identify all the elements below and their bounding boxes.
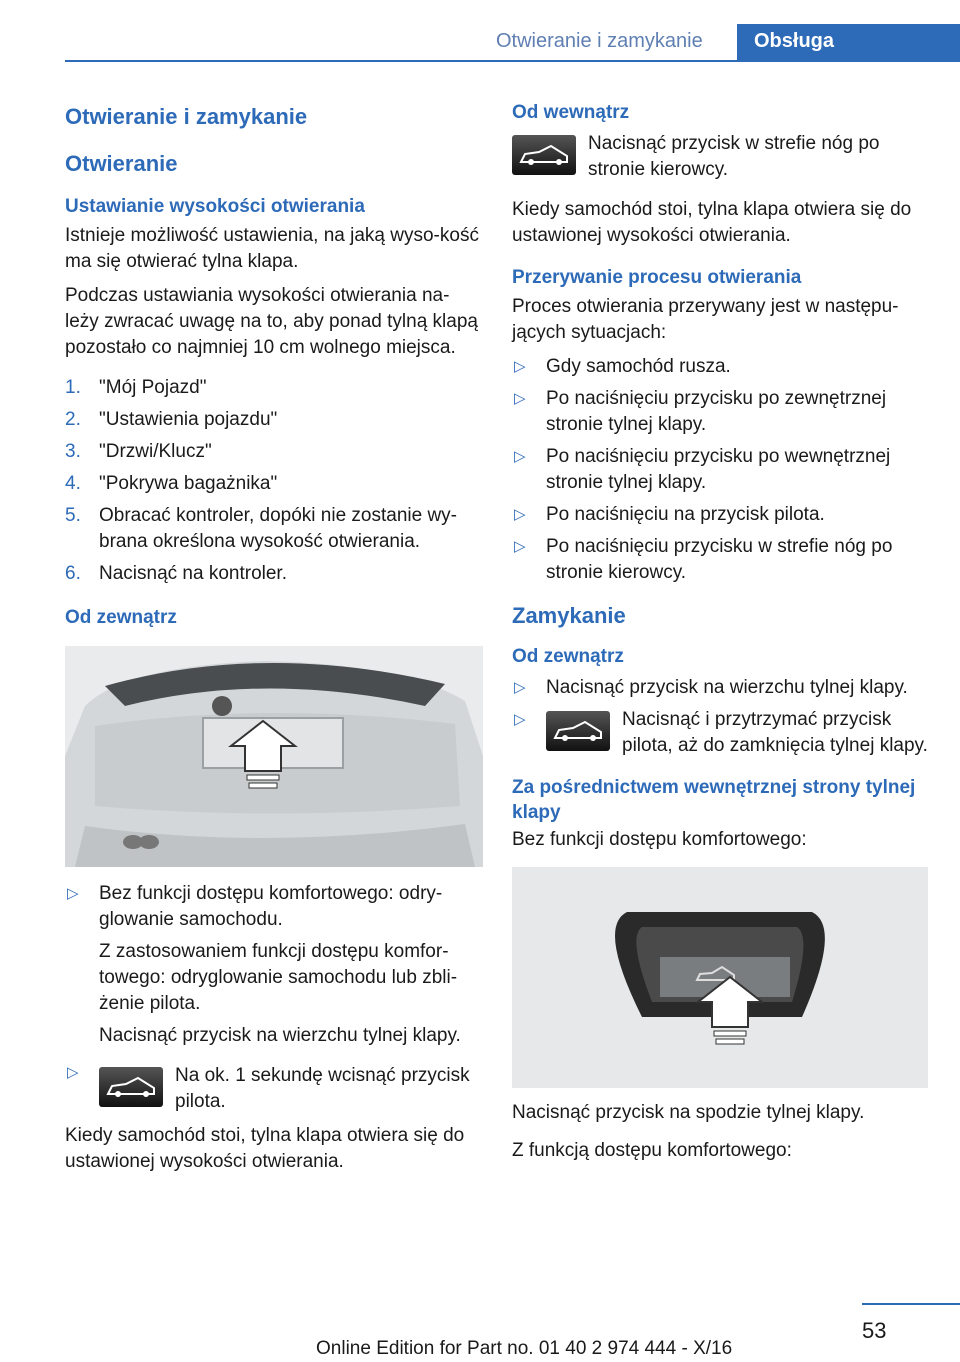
paragraph-press-bottom: Nacisnąć przycisk na spodzie tylnej klapy. (512, 1102, 865, 1123)
inside-button-row (512, 131, 932, 183)
right-column (512, 100, 932, 1164)
remote-tailgate-key-icon (546, 711, 610, 751)
list-item: ▷ Po naciśnięciu przycisku po zewnętrznej stronie tylnej klapy. (514, 388, 887, 435)
subheading-outside: Od zewnątrz (65, 607, 177, 628)
bullet-triangle-icon: ▷ (514, 448, 526, 465)
footer-divider (862, 1303, 960, 1305)
list-item: 6. Nacisnąć na kontroler. (65, 563, 287, 584)
header-section-title: Otwieranie i zamykanie (496, 30, 703, 52)
list-item: 2. "Ustawienia pojazdu" (65, 409, 278, 430)
edition-footer: Online Edition for Part no. 01 40 2 974 444 - X/16 (316, 1338, 733, 1359)
bullet-triangle-icon: ▷ (514, 538, 526, 555)
paragraph-with-comfort: Z funkcją dostępu komfortowego: (512, 1140, 792, 1161)
list-item: ▷ Po naciśnięciu na przycisk pilota. (512, 502, 932, 528)
header-chapter-tab: Obsługa (737, 24, 960, 61)
list-item: ▷ Po naciśnięciu przycisku po wewnętrznej stronie tylnej klapy. (514, 446, 891, 493)
bullet-triangle-icon: ▷ (514, 358, 526, 375)
tailgate-button-illustration (512, 867, 928, 1088)
list-item: ▷ Nacisnąć przycisk na wierzchu tylnej klapy. (512, 675, 932, 701)
subheading-interrupt: Przerywanie procesu otwierania (512, 267, 802, 288)
subheading-via-inside: Za pośrednictwem wewnętrznej strony tylnej klapy (512, 777, 916, 823)
bullet-triangle-icon: ▷ (514, 679, 526, 696)
remote-button-text: Na ok. 1 sekundę wcisnąć przycisk pilota. (175, 1065, 470, 1112)
header-divider (65, 60, 960, 62)
list-item: 4. "Pokrywa bagażnika" (65, 473, 278, 494)
section-heading-closing: Zamykanie (512, 603, 626, 628)
interrupt-list (512, 354, 932, 586)
list-item: ▷ Po naciśnięciu przycisku w strefie nóg po stronie kierowcy. (514, 536, 893, 583)
bullet-triangle-icon: ▷ (514, 711, 526, 728)
page-number: 53 (862, 1318, 887, 1343)
subheading-height: Ustawianie wysokości otwierania (65, 196, 365, 217)
list-item: ▷ Bez funkcji dostępu komfortowego: odry‐glowanie samochodu. Z zastosowaniem funkcji dostępu komfor‐towego: odryglowanie samochodu lub zbli‐żenie pilota. Nacisnąć przycisk na wierzchu tylnej klapy. (67, 883, 461, 1046)
paragraph-height-note: Podczas ustawiania wysokości otwierania na‐leży zwracać uwagę na to, aby ponad tylną klapą pozostało co najmniej 10 cm wolnego miejsca. (65, 285, 478, 358)
car-rear-illustration (65, 646, 483, 867)
bullet-triangle-icon: ▷ (67, 885, 79, 902)
section-heading-opening: Otwieranie (65, 151, 178, 176)
page-title: Otwieranie i zamykanie (65, 104, 308, 129)
outside-open-list (65, 881, 483, 1049)
tailgate-button-icon (512, 135, 576, 175)
list-item: 1. "Mój Pojazd" (65, 377, 207, 398)
subheading-close-outside: Od zewnątrz (512, 646, 624, 667)
bullet-triangle-icon: ▷ (514, 506, 526, 523)
close-outside-list (512, 675, 932, 759)
subheading-inside: Od wewnątrz (512, 102, 630, 123)
list-item: ▷ Gdy samochód rusza. (512, 354, 932, 380)
paragraph-no-comfort: Bez funkcji dostępu komfortowego: (512, 829, 807, 850)
remote-tailgate-key-icon (99, 1067, 163, 1107)
list-item (65, 1063, 483, 1115)
left-column (65, 100, 483, 1175)
paragraph-height-intro: Istnieje możliwość ustawienia, na jaką wyso‐kość ma się otwierać tylna klapa. (65, 225, 479, 272)
list-item: 3. "Drzwi/Klucz" (65, 441, 212, 462)
paragraph-opening-height: Kiedy samochód stoi, tylna klapa otwiera się do ustawionej wysokości otwierania. (65, 1125, 465, 1172)
list-item: ▷ Nacisnąć i przytrzymać przycisk pilota, aż do zamknięcia tylnej klapy. (514, 709, 928, 756)
bullet-triangle-icon: ▷ (514, 390, 526, 407)
paragraph-inside-height: Kiedy samochód stoi, tylna klapa otwiera się do ustawionej wysokości otwierania. (512, 199, 912, 246)
list-item: 5. Obracać kontroler, dopóki nie zostanie wy‐brana określona wysokość otwierania. (65, 505, 458, 552)
bullet-triangle-icon: ▷ (67, 1064, 79, 1081)
inside-button-text: Nacisnąć przycisk w strefie nóg po stronie kierowcy. (588, 133, 880, 180)
steps-list (65, 375, 483, 587)
paragraph-interrupt-intro: Proces otwierania przerywany jest w następu‐jących sytuacjach: (512, 296, 899, 343)
